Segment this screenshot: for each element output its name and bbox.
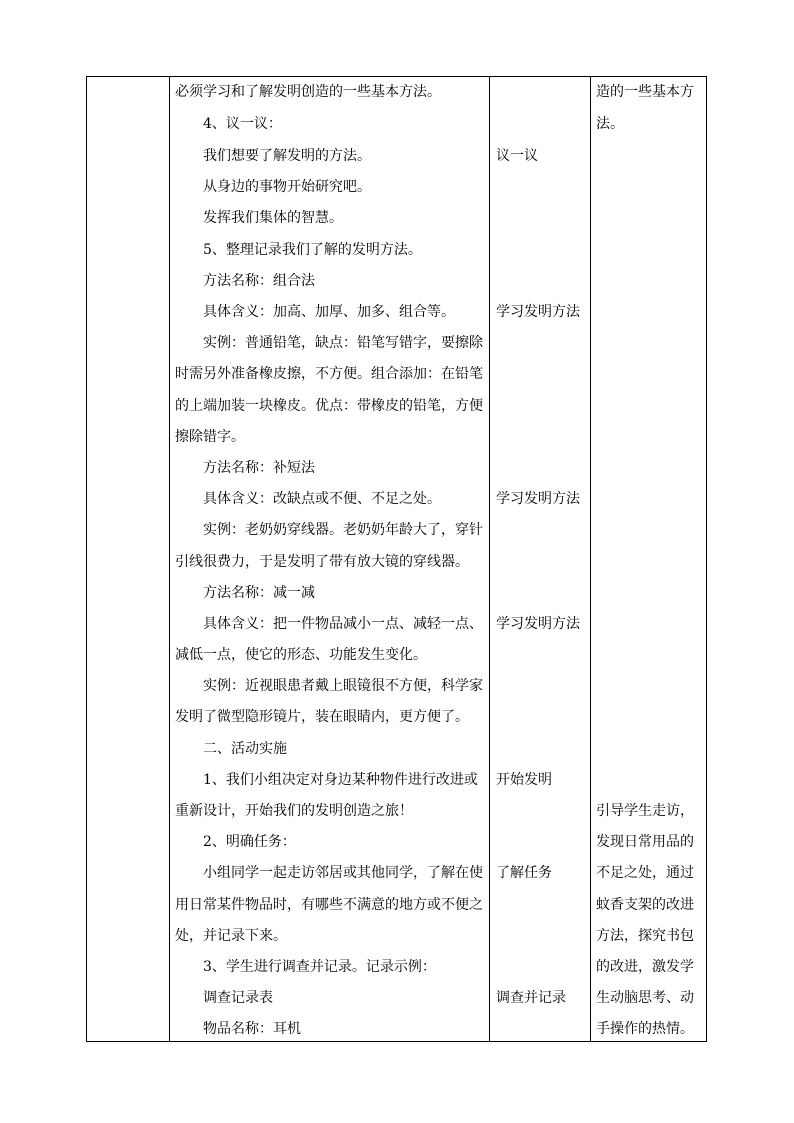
content-line: 小组同学一起走访邻居或其他同学，了解在使 bbox=[203, 865, 483, 881]
column-divider bbox=[590, 77, 591, 1041]
content-line: 具体含义：把一件物品减小一点、减轻一点、 bbox=[203, 616, 483, 632]
content-line: 的上端加装一块橡皮。优点：带橡皮的铅笔，方便 bbox=[175, 398, 483, 414]
content-line: 我们想要了解发明的方法。 bbox=[203, 148, 371, 164]
intent-line: 的改进，激发学 bbox=[596, 959, 694, 975]
intent-line: 发现日常用品的 bbox=[596, 834, 694, 850]
intent-line: 手操作的热情。 bbox=[596, 1021, 694, 1037]
activity-label: 调查并记录 bbox=[496, 990, 566, 1006]
content-line: 实例：近视眼患者戴上眼镜很不方便，科学家 bbox=[203, 678, 483, 694]
content-line: 调查记录表 bbox=[203, 990, 273, 1006]
content-line: 处，并记录下来。 bbox=[175, 928, 287, 944]
content-line: 2、明确任务： bbox=[203, 834, 296, 850]
content-line: 4、议一议： bbox=[203, 116, 282, 132]
intent-line: 方法，探究书包 bbox=[596, 928, 694, 944]
content-line: 用日常某件物品时，有哪些不满意的地方或不便之 bbox=[175, 897, 483, 913]
content-line: 方法名称：减一减 bbox=[203, 585, 315, 601]
content-line: 方法名称：组合法 bbox=[203, 273, 315, 289]
activity-label: 了解任务 bbox=[496, 865, 552, 881]
content-line: 引线很费力，于是发明了带有放大镜的穿线器。 bbox=[175, 554, 469, 570]
intent-line: 不足之处，通过 bbox=[596, 865, 694, 881]
content-line: 重新设计，开始我们的发明创造之旅！ bbox=[175, 803, 413, 819]
content-line: 3、学生进行调查并记录。记录示例： bbox=[203, 959, 436, 975]
content-line: 实例：老奶奶穿线器。老奶奶年龄大了，穿针 bbox=[203, 522, 483, 538]
content-line: 实例：普通铅笔，缺点：铅笔写错字，要擦除 bbox=[203, 335, 483, 351]
content-line: 必须学习和了解发明创造的一些基本方法。 bbox=[175, 84, 441, 100]
content-line: 二、活动实施 bbox=[203, 741, 287, 757]
content-line: 从身边的事物开始研究吧。 bbox=[203, 179, 371, 195]
intent-line: 造的一些基本方 bbox=[596, 84, 694, 100]
intent-line: 引导学生走访， bbox=[596, 803, 694, 819]
content-line: 时需另外准备橡皮擦，不方便。组合添加：在铅笔 bbox=[175, 366, 483, 382]
content-line: 擦除错字。 bbox=[175, 429, 245, 445]
content-line: 减低一点，使它的形态、功能发生变化。 bbox=[175, 647, 427, 663]
activity-label: 学习发明方法 bbox=[496, 491, 580, 507]
content-line: 1、我们小组决定对身边某种物件进行改进或 bbox=[203, 772, 478, 788]
content-line: 具体含义：加高、加厚、加多、组合等。 bbox=[203, 304, 455, 320]
activity-label: 开始发明 bbox=[496, 772, 552, 788]
intent-line: 法。 bbox=[596, 116, 624, 132]
activity-label: 学习发明方法 bbox=[496, 304, 580, 320]
intent-line: 蚊香支架的改进 bbox=[596, 897, 694, 913]
activity-label: 议一议 bbox=[496, 148, 538, 164]
content-line: 物品名称：耳机 bbox=[203, 1021, 301, 1037]
content-line: 5、整理记录我们了解的发明方法。 bbox=[203, 242, 422, 258]
column-divider bbox=[169, 77, 170, 1041]
intent-line: 生动脑思考、动 bbox=[596, 990, 694, 1006]
lesson-plan-table bbox=[86, 76, 707, 1042]
content-line: 发明了微型隐形镜片，装在眼睛内，更方便了。 bbox=[175, 709, 469, 725]
activity-label: 学习发明方法 bbox=[496, 616, 580, 632]
content-line: 具体含义：改缺点或不便、不足之处。 bbox=[203, 491, 441, 507]
content-line: 发挥我们集体的智慧。 bbox=[203, 210, 343, 226]
column-divider bbox=[489, 77, 490, 1041]
content-line: 方法名称：补短法 bbox=[203, 460, 315, 476]
